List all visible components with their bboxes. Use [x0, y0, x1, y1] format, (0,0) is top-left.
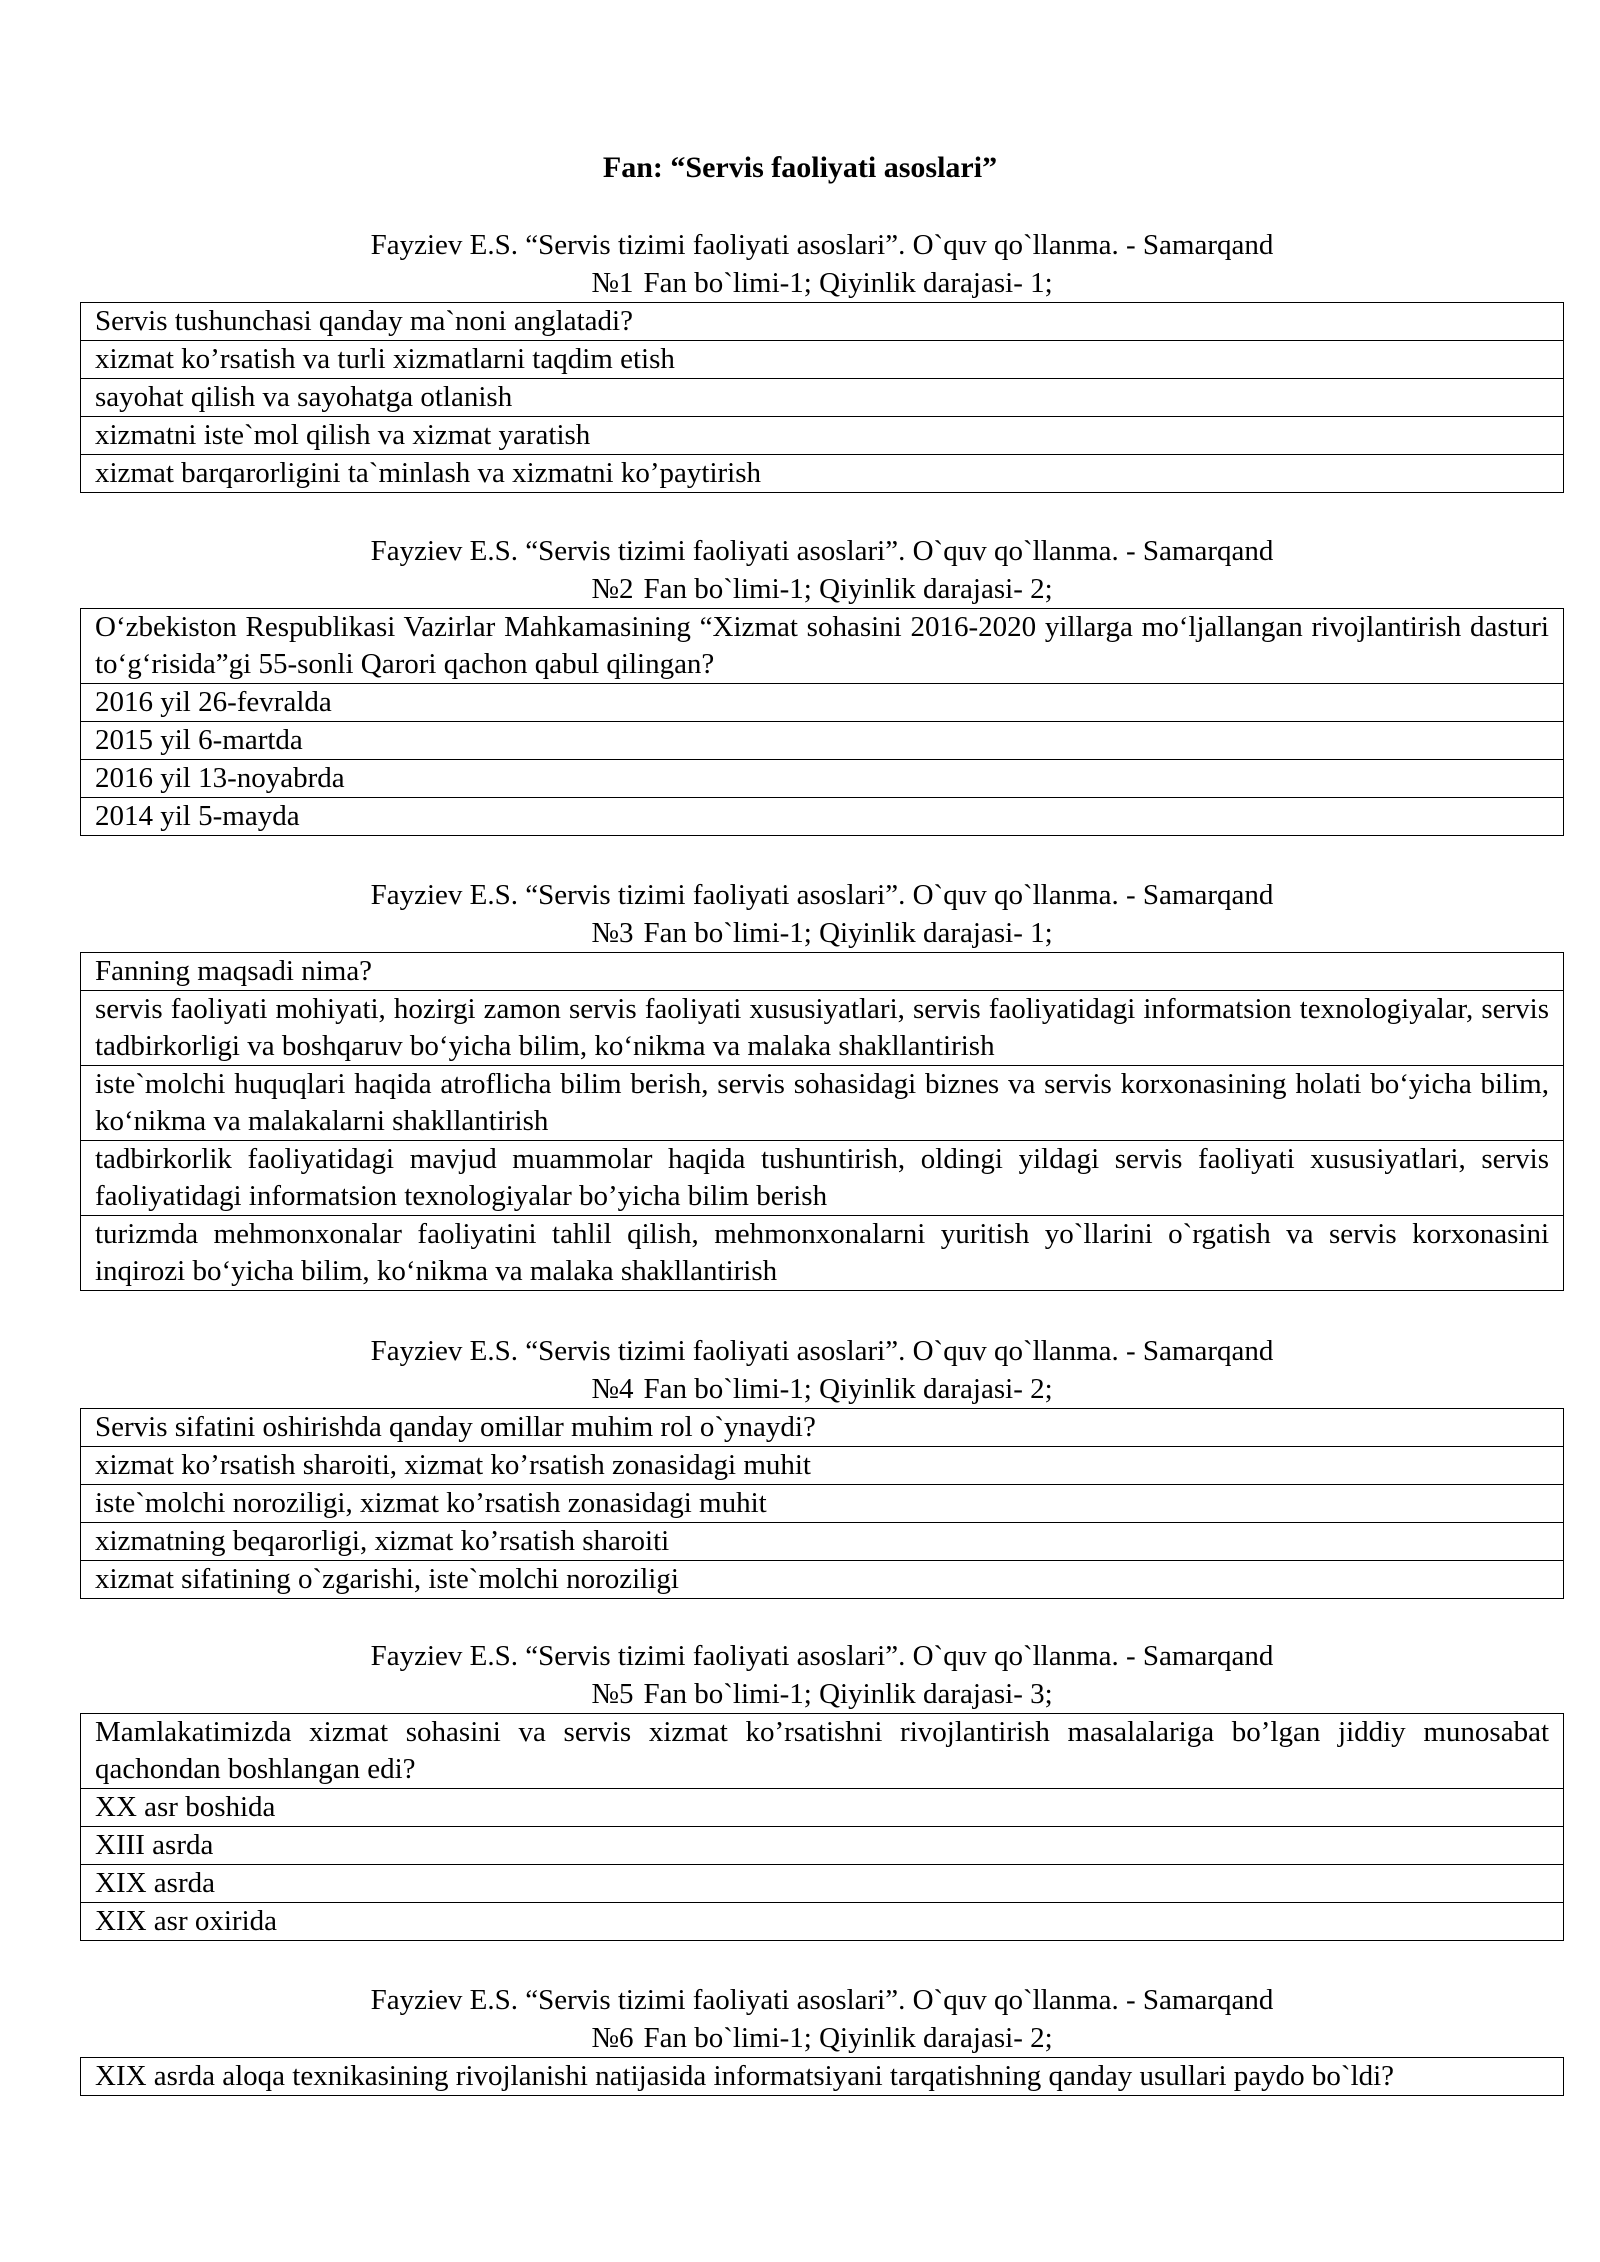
question-meta-text: Fan bo`limi-1; Qiyinlik darajasi- 1; — [643, 267, 1053, 299]
question-meta-text: Fan bo`limi-1; Qiyinlik darajasi- 1; — [643, 917, 1053, 949]
question-meta — [80, 1370, 1564, 1408]
question-block-3 — [80, 876, 1564, 1291]
question-block-5 — [80, 1637, 1564, 1941]
answer-row — [81, 379, 1564, 417]
source-line: Fayziev E.S. “Servis tizimi faoliyati asoslari”. O`quv qo`llanma. - Samarqand — [370, 879, 1274, 911]
answer-text: iste`molchi noroziligi, xizmat ko’rsatish zonasidagi muhit — [81, 1485, 1564, 1523]
answer-text: servis faoliyati mohiyati, hozirgi zamon servis faoliyati xususiyatlari, servis faoliyatidagi informatsion texnologiyalar, servis tadbirkorligi va boshqaruv bo‘yicha bilim, ko‘nikma va malaka shakllantirish — [81, 991, 1564, 1066]
question-text: Mamlakatimizda xizmat sohasini va servis xizmat ko’rsatishni rivojlantirish masalalariga bo’lgan jiddiy munosabat qachondan boshlangan edi? — [81, 1714, 1564, 1789]
question-table — [80, 1713, 1564, 1941]
source-line: Fayziev E.S. “Servis tizimi faoliyati asoslari”. O`quv qo`llanma. - Samarqand — [370, 535, 1274, 567]
answer-row — [81, 1523, 1564, 1561]
answer-row — [81, 1827, 1564, 1865]
question-table — [80, 2057, 1564, 2096]
answer-row — [81, 798, 1564, 836]
question-table — [80, 952, 1564, 1291]
answer-text: XIX asrda — [81, 1865, 1564, 1903]
answer-text: xizmat ko’rsatish va turli xizmatlarni taqdim etish — [81, 341, 1564, 379]
answer-text: XIII asrda — [81, 1827, 1564, 1865]
question-row — [81, 303, 1564, 341]
question-row — [81, 609, 1564, 684]
question-block-6 — [80, 1981, 1564, 2096]
question-number: №6 — [591, 2022, 634, 2054]
question-table — [80, 302, 1564, 493]
answer-row — [81, 991, 1564, 1066]
question-number: №4 — [591, 1373, 634, 1405]
question-number: №2 — [591, 573, 634, 605]
question-text: Fanning maqsadi nima? — [81, 953, 1564, 991]
answer-row — [81, 760, 1564, 798]
answer-row — [81, 1141, 1564, 1216]
question-meta-text: Fan bo`limi-1; Qiyinlik darajasi- 2; — [643, 1373, 1053, 1405]
question-meta — [80, 2019, 1564, 2057]
question-block-1 — [80, 226, 1564, 493]
question-meta-text: Fan bo`limi-1; Qiyinlik darajasi- 2; — [643, 2022, 1053, 2054]
answer-text: iste`molchi huquqlari haqida atroflicha bilim berish, servis sohasidagi biznes va servis korxonasining holati bo‘yicha bilim, ko‘nikma va malakalarni shakllantirish — [81, 1066, 1564, 1141]
question-meta — [80, 1675, 1564, 1713]
question-block-4 — [80, 1332, 1564, 1599]
answer-row — [81, 1903, 1564, 1941]
answer-text: xizmatning beqarorligi, xizmat ko’rsatish sharoiti — [81, 1523, 1564, 1561]
question-meta-text: Fan bo`limi-1; Qiyinlik darajasi- 3; — [643, 1678, 1053, 1710]
question-meta — [80, 570, 1564, 608]
answer-text: 2014 yil 5-mayda — [81, 798, 1564, 836]
question-number: №5 — [591, 1678, 634, 1710]
answer-row — [81, 1485, 1564, 1523]
question-table — [80, 608, 1564, 836]
answer-row — [81, 1865, 1564, 1903]
answer-text: xizmat sifatining o`zgarishi, iste`molchi noroziligi — [81, 1561, 1564, 1599]
answer-row — [81, 341, 1564, 379]
source-line: Fayziev E.S. “Servis tizimi faoliyati asoslari”. O`quv qo`llanma. - Samarqand — [370, 229, 1274, 261]
answer-text: xizmatni iste`mol qilish va xizmat yaratish — [81, 417, 1564, 455]
answer-text: xizmat barqarorligini ta`minlash va xizmatni ko’paytirish — [81, 455, 1564, 493]
answer-text: XX asr boshida — [81, 1789, 1564, 1827]
page-title: Fan: “Servis faoliyati asoslari” — [602, 151, 998, 184]
question-table — [80, 1408, 1564, 1599]
question-meta — [80, 914, 1564, 952]
answer-text: turizmda mehmonxonalar faoliyatini tahlil qilish, mehmonxonalarni yuritish yo`llarini o`rgatish va servis korxonasini inqirozi bo‘yicha bilim, ko‘nikma va malaka shakllantirish — [81, 1216, 1564, 1291]
answer-text: 2015 yil 6-martda — [81, 722, 1564, 760]
answer-row — [81, 417, 1564, 455]
answer-row — [81, 1561, 1564, 1599]
question-text: XIX asrda aloqa texnikasining rivojlanishi natijasida informatsiyani tarqatishning qanday usullari paydo bo`ldi? — [81, 2058, 1564, 2096]
question-row — [81, 2058, 1564, 2096]
question-row — [81, 1409, 1564, 1447]
question-text: O‘zbekiston Respublikasi Vazirlar Mahkamasining “Xizmat sohasini 2016-2020 yillarga mo‘ljallangan rivojlantirish dasturi to‘g‘risida”gi 55-sonli Qarori qachon qabul qilingan? — [81, 609, 1564, 684]
question-row — [81, 1714, 1564, 1789]
question-row — [81, 953, 1564, 991]
question-meta-text: Fan bo`limi-1; Qiyinlik darajasi- 2; — [643, 573, 1053, 605]
question-number: №1 — [591, 267, 634, 299]
source-line: Fayziev E.S. “Servis tizimi faoliyati asoslari”. O`quv qo`llanma. - Samarqand — [370, 1984, 1274, 2016]
question-block-2 — [80, 532, 1564, 836]
source-line: Fayziev E.S. “Servis tizimi faoliyati asoslari”. O`quv qo`llanma. - Samarqand — [370, 1640, 1274, 1672]
question-meta — [80, 264, 1564, 302]
answer-text: 2016 yil 26-fevralda — [81, 684, 1564, 722]
answer-text: xizmat ko’rsatish sharoiti, xizmat ko’rsatish zonasidagi muhit — [81, 1447, 1564, 1485]
answer-text: tadbirkorlik faoliyatidagi mavjud muammolar haqida tushuntirish, oldingi yildagi servis faoliyati xususiyatlari, servis faoliyatidagi informatsion texnologiyalar bo’yicha bilim berish — [81, 1141, 1564, 1216]
answer-row — [81, 1216, 1564, 1291]
answer-row — [81, 1066, 1564, 1141]
answer-text: sayohat qilish va sayohatga otlanish — [81, 379, 1564, 417]
answer-row — [81, 1447, 1564, 1485]
answer-text: XIX asr oxirida — [81, 1903, 1564, 1941]
answer-row — [81, 1789, 1564, 1827]
question-number: №3 — [591, 917, 634, 949]
answer-row — [81, 722, 1564, 760]
answer-row — [81, 684, 1564, 722]
answer-text: 2016 yil 13-noyabrda — [81, 760, 1564, 798]
question-text: Servis sifatini oshirishda qanday omillar muhim rol o`ynaydi? — [81, 1409, 1564, 1447]
question-text: Servis tushunchasi qanday ma`noni anglatadi? — [81, 303, 1564, 341]
source-line: Fayziev E.S. “Servis tizimi faoliyati asoslari”. O`quv qo`llanma. - Samarqand — [370, 1335, 1274, 1367]
answer-row — [81, 455, 1564, 493]
